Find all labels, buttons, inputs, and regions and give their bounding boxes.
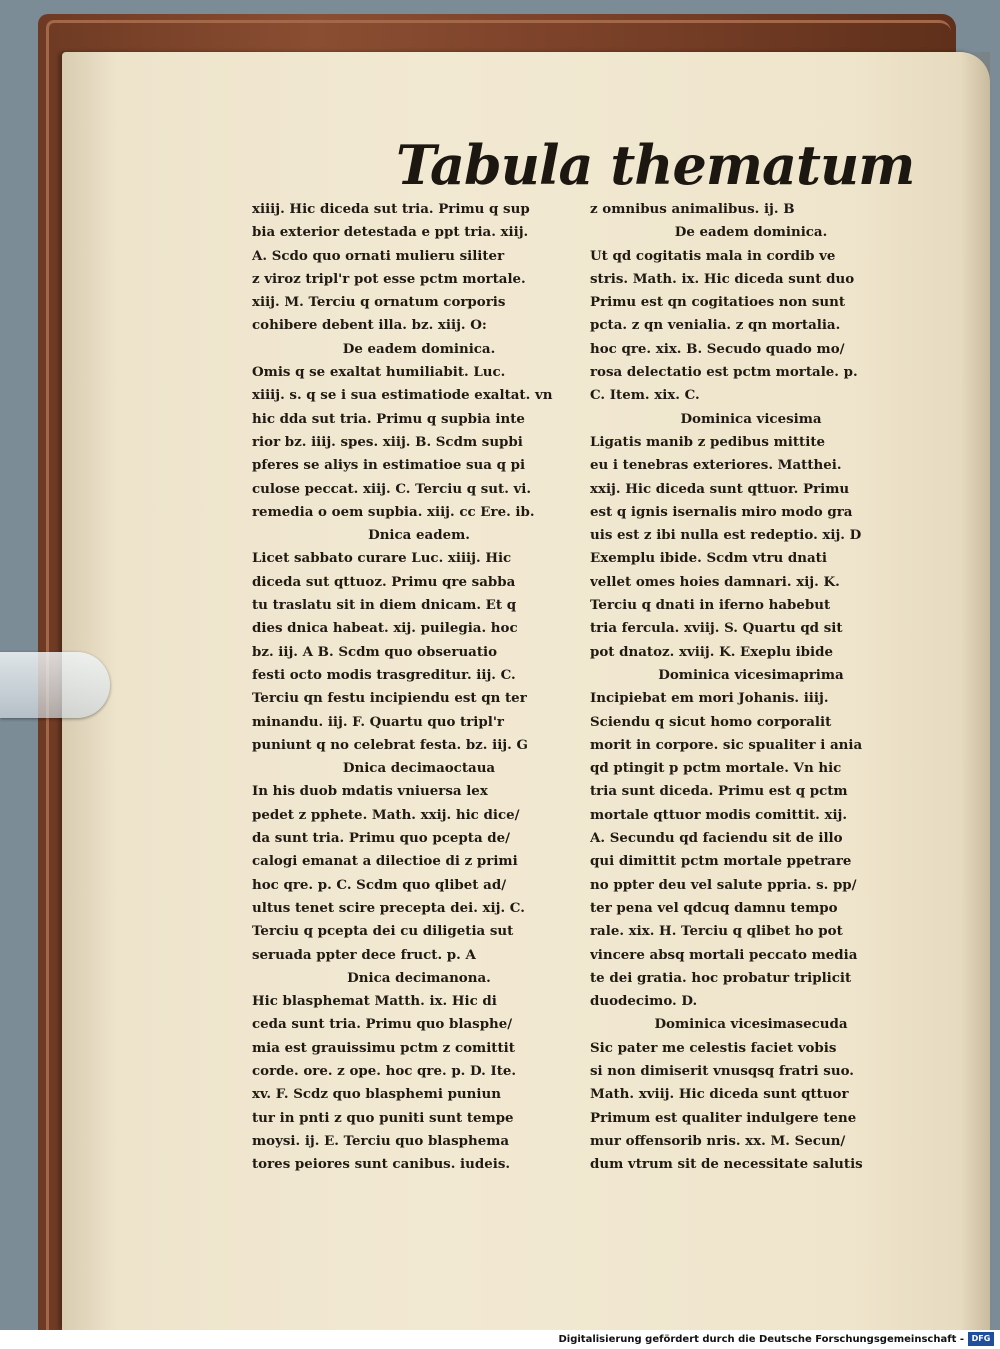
text-line: festi octo modis trasgreditur. iij. C. <box>252 666 516 683</box>
text-line: seruada ppter dece fruct. p. A <box>252 946 476 963</box>
text-line: z viroz tripl'r pot esse pctm mortale. <box>252 270 526 287</box>
text-line: cohibere debent illa. bz. xiij. O: <box>252 317 487 334</box>
text-line: Ligatis manib z pedibus mittite <box>590 433 826 450</box>
text-line: hoc qre. p. C. Scdm quo qlibet ad/ <box>252 876 507 893</box>
text-line: In his duob mdatis vniuersa lex <box>252 783 488 800</box>
page-heading: Tabula thematum <box>396 133 915 197</box>
text-line: vincere absq mortali peccato media <box>590 946 858 963</box>
text-line: corde. ore. z ope. hoc qre. p. D. Ite. <box>252 1062 517 1079</box>
section-heading: Dnica decimaoctaua <box>342 760 496 777</box>
text-line: pedet z pphete. Math. xxij. hic dice/ <box>252 806 520 823</box>
text-line: morit in corpore. sic spualiter i ania <box>590 736 863 753</box>
right-text-column <box>590 198 912 1176</box>
text-line: culose peccat. xiij. C. Terciu q sut. vi. <box>252 480 532 497</box>
book-clip <box>0 652 110 718</box>
text-line: te dei gratia. hoc probatur triplicit <box>590 969 852 986</box>
text-line: stris. Math. ix. Hic diceda sunt duo <box>590 270 855 287</box>
text-line: rale. xix. H. Terciu q qlibet ho pot <box>590 923 843 940</box>
text-line: tria fercula. xviij. S. Quartu qd sit <box>590 620 843 637</box>
text-line: ultus tenet scire precepta dei. xij. C. <box>252 899 525 916</box>
text-line: qui dimittit pctm mortale ppetrare <box>590 853 852 870</box>
text-line: qd ptingit p pctm mortale. Vn hic <box>590 760 842 777</box>
text-line: xxij. Hic diceda sunt qttuor. Primu <box>590 480 850 497</box>
section-heading: Dnica eadem. <box>368 527 470 544</box>
text-line: Primu est qn cogitatioes non sunt <box>590 294 846 311</box>
text-line: Licet sabbato curare Luc. xiiij. Hic <box>252 550 512 567</box>
text-line: Sciendu q sicut homo corporalit <box>590 713 832 730</box>
text-line: C. Item. xix. C. <box>590 387 700 404</box>
text-line: uis est z ibi nulla est redeptio. xij. D <box>590 527 862 544</box>
text-line: mortale qttuor modis comittit. xij. <box>590 806 848 823</box>
text-line: xiiij. Hic diceda sut tria. Primu q sup <box>252 201 530 217</box>
text-line: duodecimo. D. <box>590 993 698 1010</box>
text-line: si non dimiserit vnusqsq fratri suo. <box>590 1062 854 1079</box>
text-line: xiij. M. Terciu q ornatum corporis <box>252 294 506 311</box>
text-line: Exemplu ibide. Scdm vtru dnati <box>590 550 827 567</box>
text-line: no ppter deu vel salute ppria. s. pp/ <box>590 876 857 893</box>
page-curl-shadow <box>960 52 990 1330</box>
text-line: A. Scdo quo ornati mulieru siliter <box>252 247 505 264</box>
text-line: dum vtrum sit de necessitate salutis <box>590 1156 863 1173</box>
text-line: tria sunt diceda. Primu est q pctm <box>590 783 848 800</box>
text-line: ter pena vel qdcuq damnu tempo <box>590 899 838 916</box>
text-line: tores peiores sunt canibus. iudeis. <box>252 1156 511 1173</box>
text-line: tur in pnti z quo puniti sunt tempe <box>252 1109 514 1126</box>
text-line: Sic pater me celestis faciet vobis <box>590 1039 837 1056</box>
text-line: Hic blasphemat Matth. ix. Hic di <box>252 993 497 1010</box>
text-line: pcta. z qn venialia. z qn mortalia. <box>590 317 841 334</box>
text-line: rosa delectatio est pctm mortale. p. <box>590 364 858 381</box>
section-heading: De eadem dominica. <box>342 340 496 357</box>
text-line: diceda sut qttuoz. Primu qre sabba <box>252 573 516 590</box>
text-line: z omnibus animalibus. ij. B <box>590 201 795 217</box>
section-heading: Dominica vicesimaprima <box>658 666 844 683</box>
text-line: ceda sunt tria. Primu quo blasphe/ <box>252 1016 513 1033</box>
text-line: rior bz. iiij. spes. xiij. B. Scdm supbi <box>252 433 523 450</box>
text-line: Terciu qn festu incipiendu est qn ter <box>252 690 527 707</box>
text-line: dies dnica habeat. xij. puilegia. hoc <box>252 620 518 637</box>
text-line: mia est grauissimu pctm z comittit <box>252 1039 515 1056</box>
text-line: A. Secundu qd faciendu sit de illo <box>590 830 843 847</box>
left-text-column <box>252 198 586 1176</box>
text-line: remedia o oem supbia. xiij. cc Ere. ib. <box>252 503 535 520</box>
text-line: Terciu q dnati in iferno habebut <box>590 597 831 614</box>
text-line: Primum est qualiter indulgere tene <box>590 1109 857 1126</box>
text-line: pot dnatoz. xviij. K. Exeplu ibide <box>590 643 834 660</box>
text-line: Ut qd cogitatis mala in cordib ve <box>590 247 836 264</box>
text-line: xiiij. s. q se i sua estimatiode exaltat. vn <box>252 387 553 404</box>
text-line: mur offensorib nris. xx. M. Secun/ <box>590 1132 846 1149</box>
text-line: est q ignis isernalis miro modo gra <box>590 503 853 520</box>
text-line: Omis q se exaltat humiliabit. Luc. <box>252 364 506 381</box>
text-line: calogi emanat a dilectioe di z primi <box>252 853 518 870</box>
text-line: puniunt q no celebrat festa. bz. iij. G <box>252 736 528 753</box>
dfg-logo: DFG <box>968 1332 994 1346</box>
section-heading: De eadem dominica. <box>674 224 828 241</box>
section-heading: Dominica vicesimasecuda <box>654 1016 848 1033</box>
text-line: Math. xviij. Hic diceda sunt qttuor <box>590 1086 849 1103</box>
text-line: Incipiebat em mori Johanis. iiij. <box>590 690 829 707</box>
section-heading: Dnica decimanona. <box>347 969 491 986</box>
text-line: hic dda sut tria. Primu q supbia inte <box>252 410 525 427</box>
text-line: bz. iij. A B. Scdm quo obseruatio <box>252 643 498 660</box>
text-line: bia exterior detestada e ppt tria. xiij. <box>252 224 529 241</box>
text-line: vellet omes hoies damnari. xij. K. <box>590 573 840 590</box>
text-line: pferes se aliys in estimatioe sua q pi <box>252 457 526 474</box>
text-line: tu traslatu sit in diem dnicam. Et q <box>252 597 517 614</box>
text-line: xv. F. Scdz quo blasphemi puniun <box>252 1086 501 1103</box>
text-line: minandu. iij. F. Quartu quo tripl'r <box>252 713 504 730</box>
text-line: da sunt tria. Primu quo pcepta de/ <box>252 830 511 847</box>
text-line: moysi. ij. E. Terciu quo blasphema <box>252 1132 510 1149</box>
digitization-credit: Digitalisierung gefördert durch die Deutsche Forschungsgemeinschaft - <box>0 1330 1000 1349</box>
text-line: eu i tenebras exteriores. Matthei. <box>590 457 842 474</box>
text-line: hoc qre. xix. B. Secudo quado mo/ <box>590 340 845 357</box>
text-line: Terciu q pcepta dei cu diligetia sut <box>252 923 514 940</box>
section-heading: Dominica vicesima <box>680 410 822 427</box>
